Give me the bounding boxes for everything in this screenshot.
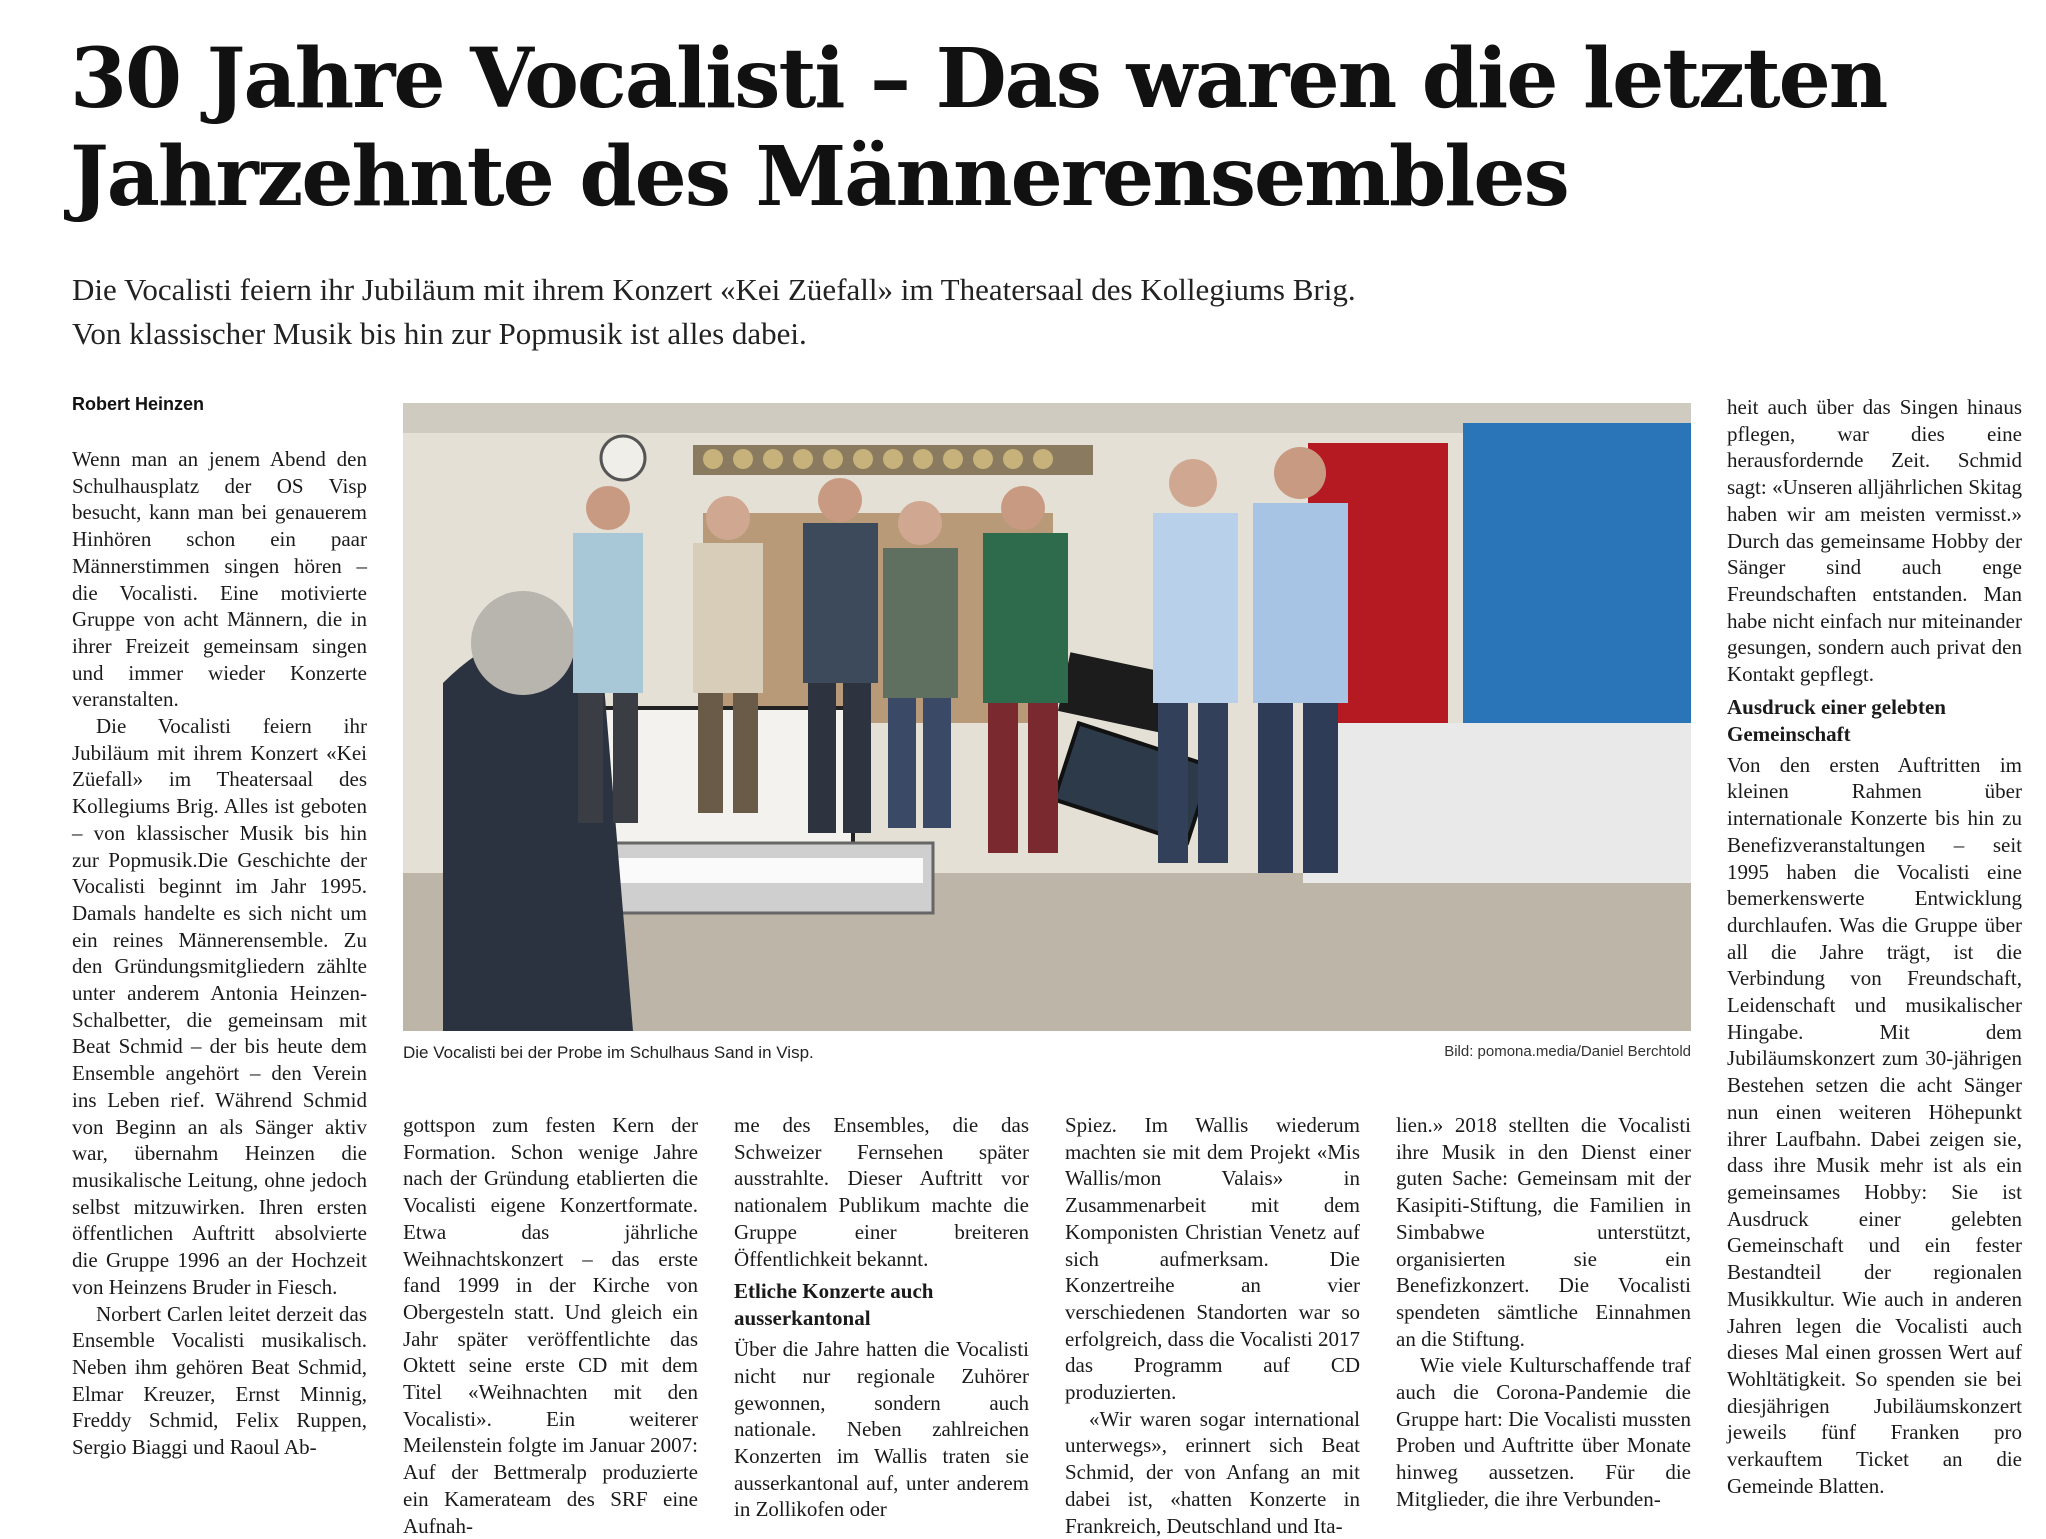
photo-caption: Die Vocalisti bei der Probe im Schulhaus Sand in Visp. (403, 1043, 814, 1062)
paragraph: Von den ersten Auftritten im kleinen Rahmen über internationale Konzerte bis hin zu Benefizveranstaltungen – seit 1995 haben die Vocalisti eine bemerkenswerte Entwicklung durchlaufen. Was die Gruppe über all die Jahre trägt, ist die Verbindung von Freundschaft, Leidenschaft und musikalischer Hingabe. Mit dem Jubiläumskonzert zum 30-jährigen Bestehen setzen die acht Sänger nun einen weiteren Höhepunkt ihrer Laufbahn. Dabei zeigen sie, dass ihre Musik mehr ist als ein gemeinsames Hobby: Sie ist Ausdruck einer gelebten Gemeinschaft und ein fester Bestandteil der regionalen Musikkultur. Wie auch in anderen Jahren legen die Vocalisti auch dieses Mal einen grossen Wert auf Wohltätigkeit. So spenden sie bei diesjährigen Jubiläumskonzert jeweils fünf Franken pro verkauftem Ticket an die Gemeinde Blatten. (1727, 752, 2022, 1498)
photo (403, 403, 1691, 1031)
text-column-3 (734, 1112, 1029, 1523)
text-column-2 (403, 1112, 698, 1539)
subheading: Ausdruck einer gelebten Gemeinschaft (1727, 694, 1946, 746)
paragraph: heit auch über das Singen hinaus pflegen, war dies eine herausfordernde Zeit. Schmid sagt: «Unseren alljährlichen Skitag haben wir am meisten vermisst.» Durch das gemeinsame Hobby der Sänger sind auch enge Freundschaften entstanden. Man habe nicht einfach nur miteinander gesungen, sondern auch privat den Kontakt gepflegt. (1727, 395, 2022, 687)
text-column-5 (1396, 1112, 1691, 1513)
headline-line-1: 30 Jahre Vocalisti – Das waren die letzten (70, 31, 1887, 127)
paragraph: Die Vocalisti feiern ihr Jubiläum mit ihrem Konzert «Kei Züefall» im Theatersaal des Kollegiums Brig. Alles ist geboten – von klassischer Musik bis hin zur Popmusik.Die Geschichte der Vocalisti beginnt im Jahr 1995. Damals handelte es sich nicht um ein reines Männerensemble. Zu den Gründungsmitgliedern zählte unter anderem Antonia Heinzen-Schalbetter, die gemeinsam mit Beat Schmid – der bis heute dem Ensemble angehört – den Verein ins Leben rief. Während Schmid von Beginn an als Sänger aktiv war, übernahm Heinzen die musikalische Leitung, ohne jedoch selbst mitzuwirken. Ihren ersten öffentlichen Auftritt absolvierte die Gruppe 1996 an der Hochzeit von Heinzens Bruder in Fiesch. (72, 714, 367, 1299)
lead-line-1: Die Vocalisti feiern ihr Jubiläum mit ihrem Konzert «Kei Züefall» im Theatersaal des Kollegiums Brig. (72, 272, 1356, 307)
paragraph: Wie viele Kulturschaffende traf auch die Corona-Pandemie die Gruppe hart: Die Vocalisti mussten Proben und Auftritte über Monate hinweg aussetzen. Für die Mitglieder, die ihre Verbunden- (1396, 1353, 1691, 1511)
paragraph: gottspon zum festen Kern der Formation. Schon wenige Jahre nach der Gründung etablierten die Vocalisti eigene Konzertformate. Etwa das jährliche Weihnachtskonzert – das erste fand 1999 in der Kirche von Obergesteln statt. Und gleich ein Jahr später veröffentlichte das Oktett seine erste CD mit dem Titel «Weihnachten mit den Vocalisti». Ein weiterer Meilenstein folgte im Januar 2007: Auf der Bettmeralp produzierte ein Kamerateam des SRF eine Aufnah- (403, 1113, 698, 1538)
paragraph: «Wir waren sogar international unterwegs», erinnert sich Beat Schmid, der von Anfang an mit dabei ist, «hatten Konzerte in Frankreich, Deutschland und Ita- (1065, 1406, 1360, 1538)
paragraph: Spiez. Im Wallis wiederum machten sie mit dem Projekt «Mis Wallis/mon Valais» in Zusammenarbeit mit dem Komponisten Christian Venetz auf sich aufmerksam. Die Konzertreihe an vier verschiedenen Standorten war so erfolgreich, dass die Vocalisti 2017 das Programm auf CD produzierten. (1065, 1113, 1360, 1405)
text-column-1 (72, 446, 367, 1461)
headline (70, 30, 2030, 226)
headline-line-2: Jahrzehnte des Männerensembles (70, 129, 1568, 225)
lead-line-2: Von klassischer Musik bis hin zur Popmusik ist alles dabei. (72, 316, 807, 351)
paragraph: Norbert Carlen leitet derzeit das Ensemble Vocalisti musikalisch. Neben ihm gehören Beat Schmid, Elmar Kreuzer, Ernst Minnig, Freddy Schmid, Felix Ruppen, Sergio Biaggi und Raoul Ab- (72, 1301, 367, 1460)
paragraph: Über die Jahre hatten die Vocalisti nicht nur regionale Zuhörer gewonnen, sondern auch nationale. Neben zahlreichen Konzerten im Wallis traten sie ausserkantonal auf, unter anderem in Zollikofen oder (734, 1337, 1029, 1522)
paragraph: me des Ensembles, die das Schweizer Fernsehen später ausstrahlte. Dieser Auftritt vor nationalem Publikum machte die Gruppe einer breiteren Öffentlichkeit bekannt. (734, 1113, 1029, 1271)
lead (72, 268, 2032, 356)
text-column-4 (1065, 1112, 1360, 1539)
photo-credit: Bild: pomona.media/Daniel Berchtold (1444, 1043, 1691, 1060)
paragraph: Wenn man an jenem Abend den Schulhausplatz der OS Visp besucht, kann man bei genauerem Hinhören schon ein paar Männerstimmen singen hören – die Vocalisti. Eine motivierte Gruppe von acht Männern, die in ihrer Freizeit gemeinsam singen und immer wieder Konzerte veranstalten. (72, 447, 367, 712)
paragraph: lien.» 2018 stellten die Vocalisti ihre Musik in den Dienst einer guten Sache: Gemeinsam mit der Kasipiti-Stiftung, die Familien in Simbabwe unterstützt, organisierten sie ein Benefizkonzert. Die Vocalisti spendeten sämtliche Einnahmen an die Stiftung. (1396, 1113, 1691, 1351)
subheading: Etliche Konzerte auch ausserkantonal (734, 1279, 934, 1331)
author-byline: Robert Heinzen (72, 394, 205, 414)
text-column-6 (1727, 394, 2022, 1499)
